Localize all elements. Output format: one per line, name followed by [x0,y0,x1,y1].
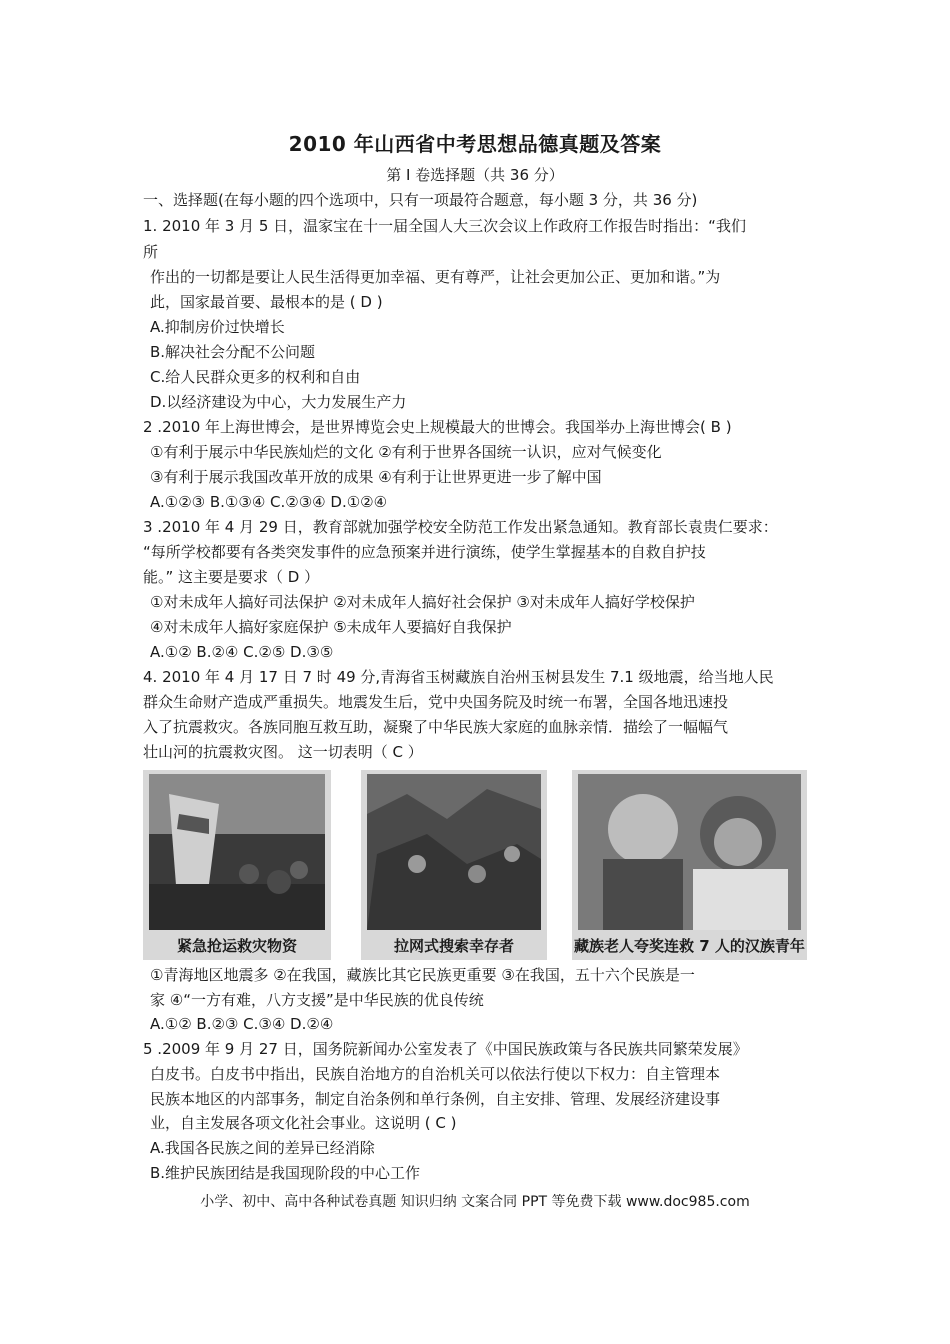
q4-statements-1: ①青海地区地震多 ②在我国，藏族比其它民族更重要 ③在我国，五十六个民族是一 [150,966,695,984]
people-photo-icon [578,774,801,930]
q4-line-2: 群众生命财产造成严重损失。地震发生后，党中央国务院及时统一布署，全国各地迅速投 [143,693,729,711]
page-footer: 小学、初中、高中各种试卷真题 知识归纳 文案合同 PPT 等免费下载 www.doc985.com [200,1194,750,1210]
q5-option-b: B.维护民族团结是我国现阶段的中心工作 [150,1164,421,1182]
q1-option-c: C.给人民群众更多的权利和自由 [150,368,361,386]
q1-line-1: 1. 2010 年 3 月 5 日，温家宝在十一届全国人大三次会议上作政府工作报告时指出：“我们 [143,217,746,235]
q5-line-1: 5 .2009 年 9 月 27 日，国务院新闻办公室发表了《中国民族政策与各民族共同繁荣发展》 [143,1040,748,1058]
q1-option-b: B.解决社会分配不公问题 [150,343,316,361]
q5-line-4: 业，自主发展各项文化社会事业。这说明 ( C ) [150,1114,457,1132]
q2-statements-1: ①有利于展示中华民族灿烂的文化 ②有利于世界各国统一认识，应对气候变化 [150,443,662,461]
page-title: 2010 年山西省中考思想品德真题及答案 [288,132,662,156]
q3-choices: A.①② B.②④ C.②⑤ D.③⑤ [150,643,334,661]
q4-line-1: 4. 2010 年 4 月 17 日 7 时 49 分,青海省玉树藏族自治州玉树县发生 7.1 级地震，给当地人民 [143,668,774,686]
photo-search [361,770,547,960]
q1-line-2: 所 [143,243,159,261]
q3-statements-2: ④对未成年人搞好家庭保护 ⑤未成年人要搞好自我保护 [150,618,512,636]
photo-airlift [143,770,331,960]
q5-line-2: 白皮书。白皮书中指出，民族自治地方的自治机关可以依法行使以下权力：自主管理本 [150,1065,721,1083]
q3-line-2: “每所学校都要有各类突发事件的应急预案并进行演练，使学生掌握基本的自救自护技 [143,543,706,561]
q4-line-3: 入了抗震救灾。各族同胞互救互助，凝聚了中华民族大家庭的血脉亲情．描绘了一幅幅气 [143,718,729,736]
q5-option-a: A.我国各民族之间的差异已经消除 [150,1139,375,1157]
q3-statements-1: ①对未成年人搞好司法保护 ②对未成年人搞好社会保护 ③对未成年人搞好学校保护 [150,593,695,611]
photo-caption-2: 拉网式搜索幸存者 [393,937,514,955]
q4-statements-2: 家 ④“一方有难，八方支援”是中华民族的优良传统 [150,991,484,1009]
q3-line-1: 3 .2010 年 4 月 29 日，教育部就加强学校安全防范工作发出紧急通知。教育部长袁贵仁要求： [143,518,778,536]
q1-option-a: A.抑制房价过快增长 [150,318,285,336]
q2-choices: A.①②③ B.①③④ C.②③④ D.①②④ [150,493,388,511]
photo-caption-1: 紧急抢运救灾物资 [176,937,297,955]
photo-caption-3: 藏族老人夸奖连救 7 人的汉族青年 [574,937,805,955]
q2-statements-2: ③有利于展示我国改革开放的成果 ④有利于让世界更进一步了解中国 [150,468,602,486]
q2-line-1: 2 .2010 年上海世博会，是世界博览会史上规模最大的世博会。我国举办上海世博会( B ) [143,418,732,436]
airplane-photo-icon [149,774,325,930]
q1-line-4: 此，国家最首要、最根本的是 ( D ) [150,293,383,311]
q5-line-3: 民族本地区的内部事务，制定自治条例和单行条例，自主安排、管理、发展经济建设事 [150,1090,721,1108]
rubble-photo-icon [367,774,541,930]
q4-line-4: 壮山河的抗震救灾图。 这一切表明（ C ） [143,743,423,761]
q1-option-d: D.以经济建设为中心，大力发展生产力 [150,393,407,411]
q4-choices: A.①② B.②③ C.③④ D.②④ [150,1015,334,1033]
photo-elder-praise [572,770,807,960]
q1-line-3: 作出的一切都是要让人民生活得更加幸福、更有尊严，让社会更加公正、更加和谐。”为 [150,268,721,286]
instructions: 一、选择题(在每小题的四个选项中，只有一项最符合题意，每小题 3 分，共 36 分) [143,191,698,209]
section-heading: 第 I 卷选择题（共 36 分） [386,166,564,184]
q3-line-3: 能。” 这主要是要求（ D ） [143,568,320,586]
